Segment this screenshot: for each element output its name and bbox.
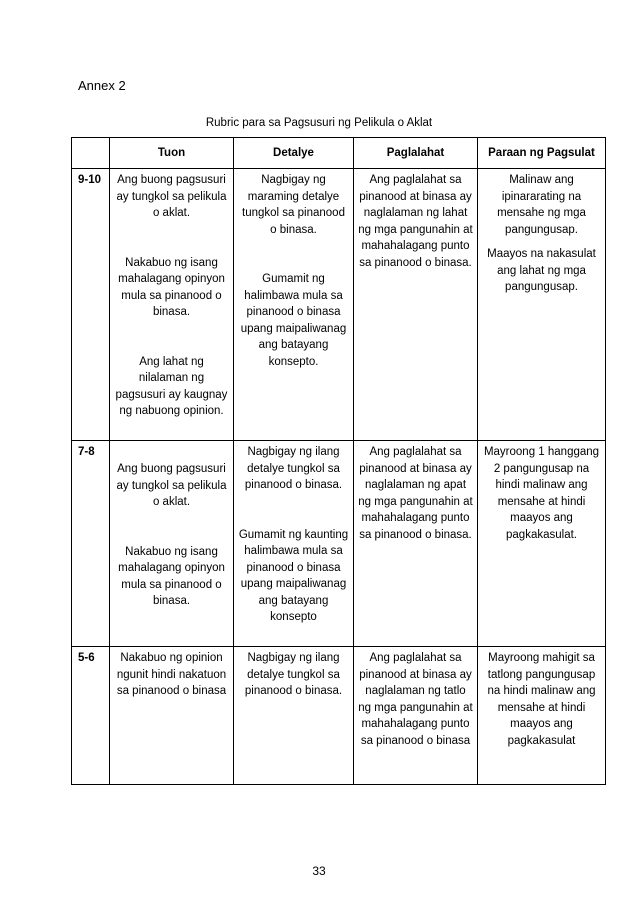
cell-text: Nakabuo ng opinion ngunit hindi nakatuon sa pinanood o binasa — [116, 652, 227, 697]
table-row — [72, 169, 606, 441]
header-paraan: Paraan ng Pagsulat — [478, 138, 606, 169]
cell-text: Nakabuo ng isang mahalagang opinyon mula sa pinanood o binasa. — [118, 256, 225, 318]
paraan-cell — [478, 647, 606, 785]
cell-text: Ang lahat ng nilalaman ng pagsusuri ay kaugnay ng nabuong opinion. — [115, 355, 228, 417]
cell-text: Ang buong pagsusuri ay tungkol sa pelikula o aklat. — [116, 463, 227, 508]
detalye-cell — [234, 647, 354, 785]
table-row — [72, 647, 606, 785]
page-number: 33 — [312, 864, 326, 878]
rubric-title: Rubric para sa Pagsusuri ng Pelikula o Aklat — [205, 117, 433, 129]
cell-text: Mayroong mahigit sa tatlong pangungusap na hindi malinaw ang mensahe at hindi maayos ang pagkakasulat — [487, 652, 596, 747]
tuon-cell — [110, 647, 234, 785]
cell-text: Maayos na nakasulat ang lahat ng mga pangungusap. — [487, 248, 596, 293]
header-score — [72, 138, 110, 169]
cell-text: Mayroong 1 hanggang 2 pangungusap na hindi malinaw ang mensahe at hindi maayos ang pagkakasulat. — [483, 446, 600, 541]
header-row — [72, 138, 606, 169]
paglalahat-cell — [354, 169, 478, 441]
cell-text: Gumamit ng halimbawa mula sa pinanood o binasa upang maipaliwanag ang batayang konsepto. — [240, 273, 347, 368]
cell-text: Malinaw ang ipinararating na mensahe ng mga pangungusap. — [497, 174, 586, 236]
cell-text: Ang paglalahat sa pinanood at binasa ay naglalaman ng tatlo ng mga pangunahin at mahahalagang punto sa pinanood o binasa — [358, 652, 473, 747]
score-cell: 7-8 — [72, 441, 110, 647]
rubric-table — [71, 137, 606, 785]
annex-label: Annex 2 — [78, 78, 126, 93]
detalye-cell — [234, 441, 354, 647]
header-paglalahat: Paglalahat — [354, 138, 478, 169]
cell-text: Gumamit ng kaunting halimbawa mula sa pinanood o binasa upang maipaliwanag ang batayang konsepto — [238, 528, 349, 623]
cell-text: Ang buong pagsusuri ay tungkol sa pelikula o aklat. — [116, 174, 227, 219]
paraan-cell — [478, 441, 606, 647]
score-cell: 5-6 — [72, 647, 110, 785]
cell-text: Nagbigay ng ilang detalye tungkol sa pinanood o binasa. — [244, 652, 343, 697]
table-row — [72, 441, 606, 647]
paraan-cell — [478, 169, 606, 441]
cell-text: Nagbigay ng maraming detalye tungkol sa pinanood o binasa. — [242, 174, 345, 236]
cell-text: Nagbigay ng ilang detalye tungkol sa pinanood o binasa. — [244, 446, 343, 491]
cell-text: Ang paglalahat sa pinanood at binasa ay naglalaman ng lahat ng mga pangunahin at mahahalagang punto sa pinanood o binasa. — [358, 174, 473, 269]
tuon-cell — [110, 169, 234, 441]
cell-text: Ang paglalahat sa pinanood at binasa ay naglalaman ng apat ng mga pangunahin at mahahalagang punto sa pinanood o binasa. — [358, 446, 473, 541]
tuon-cell — [110, 441, 234, 647]
header-detalye: Detalye — [234, 138, 354, 169]
paglalahat-cell — [354, 441, 478, 647]
paglalahat-cell — [354, 647, 478, 785]
cell-text: Nakabuo ng isang mahalagang opinyon mula sa pinanood o binasa. — [118, 545, 225, 607]
score-cell: 9-10 — [72, 169, 110, 441]
detalye-cell — [234, 169, 354, 441]
header-tuon: Tuon — [110, 138, 234, 169]
